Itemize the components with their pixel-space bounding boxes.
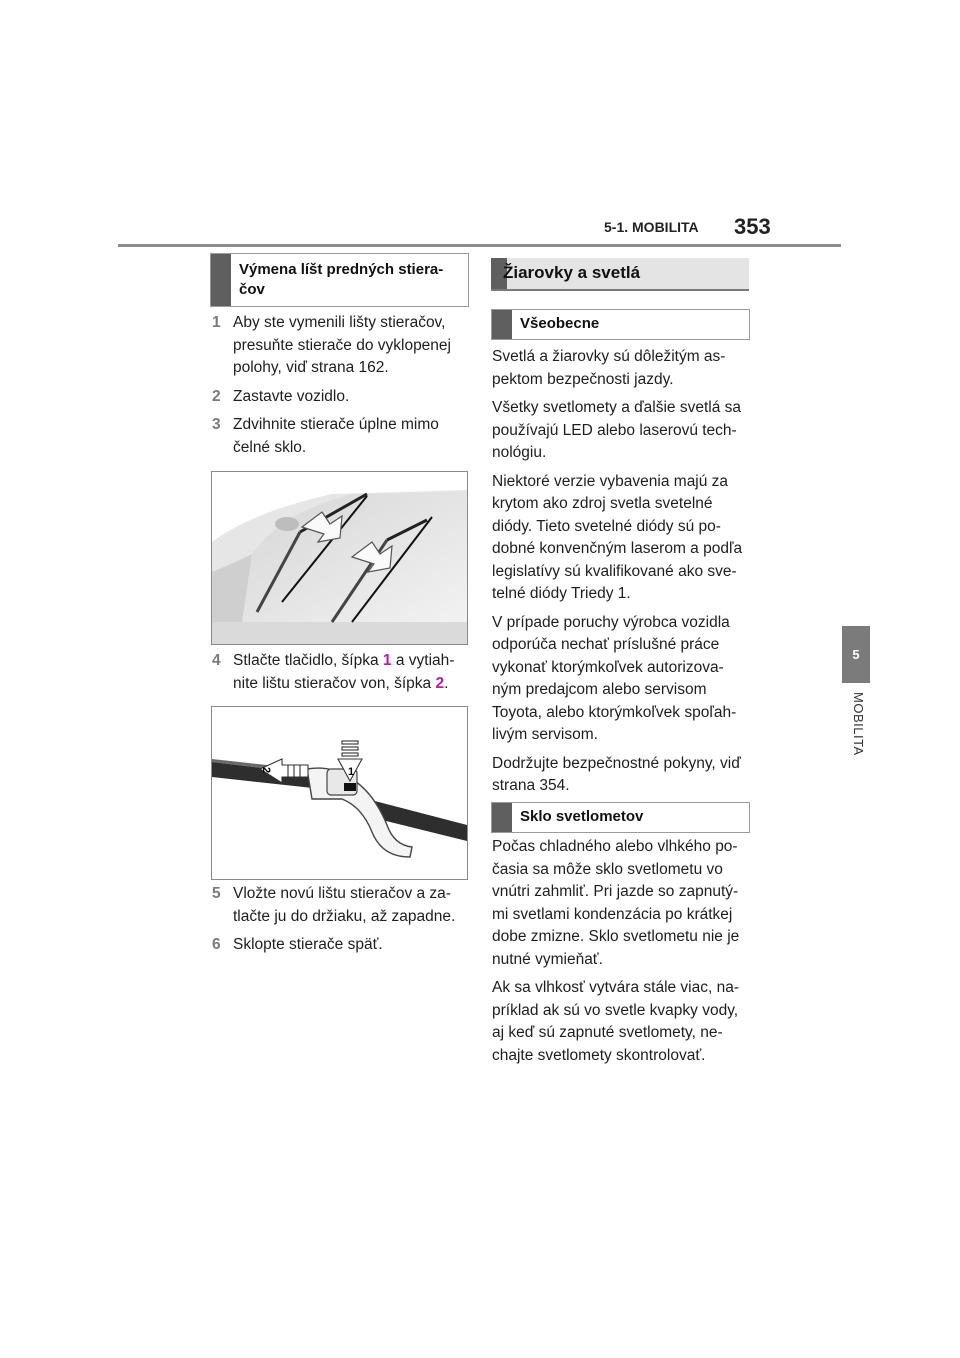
step-text: Aby ste vymenili lišty stieračov, presuňte stierače do vyklopenej polohy, viď strana 162.: [233, 314, 451, 376]
step-text: Stlačte tlačidlo, šípka: [233, 652, 383, 669]
wiper-windshield-illustration: [212, 472, 467, 644]
paragraph: Dodržujte bezpečnostné pokyny, viď strana 354.: [492, 754, 741, 794]
step-item: [212, 883, 468, 928]
step-number: 5: [212, 885, 221, 902]
figure-mark-1: 1: [348, 766, 355, 778]
paragraph: Všetky svetlomety a ďalšie svetlá sa používajú LED alebo laserovú tech-nológiu.: [492, 399, 742, 461]
chapter-tab: 5: [842, 626, 870, 683]
paragraph: Počas chladného alebo vlhkého po-časia sa môže sklo svetlometu vo vnútri zahmliť. Pri jazde so zapnutý-mi svetlami kondenzácia po krátkej dobe zmizne. Sklo svetlometu nie je nutné vymieňať.: [492, 838, 740, 968]
step-text: Zdvihnite stierače úplne mimo čelné sklo.: [233, 416, 439, 456]
chapter-label: MOBILITA: [851, 692, 866, 756]
step-number: 3: [212, 416, 221, 433]
page-number: 353: [734, 214, 771, 239]
arrow-1-marker: 1: [382, 652, 392, 669]
right-paragraphs-2: [492, 836, 750, 1073]
wiper-windshield-figure: [211, 471, 468, 645]
step-text: Zastavte vozidlo.: [233, 387, 350, 405]
paragraph: Svetlá a žiarovky sú dôležitým as-pektom bezpečnosti jazdy.: [492, 348, 726, 388]
paragraph: Niektoré verzie vybavenia majú za krytom ako zdroj svetla svetelné diódy. Tieto svetelné diódy sú po-dobné konvenčným laserom a podľa legislatívy sú kvalifikované ako sve-telné diódy Triedy 1.: [492, 472, 743, 602]
step-number: 4: [212, 652, 221, 669]
step-item: [212, 312, 468, 380]
right-paragraphs-1: [492, 346, 750, 804]
step-text: Vložte novú lištu stieračov a za-tlačte ju do držiaku, až zapadne.: [233, 885, 456, 925]
header-rule: [118, 244, 841, 247]
left-step-4: [212, 650, 468, 701]
section-header: 5-1. MOBILITA: [604, 219, 699, 235]
subheading-box-1: [491, 309, 750, 340]
left-heading-title: Výmena líšt predných stiera-čov: [239, 261, 444, 298]
step-item: [212, 386, 468, 409]
left-steps-bottom: [212, 883, 468, 963]
left-heading-box: [210, 253, 469, 307]
wiper-blade-release-figure: [211, 706, 468, 880]
subheading-box-2: [491, 802, 750, 833]
right-section-title: Žiarovky a svetlá: [503, 263, 641, 282]
left-steps-top: [212, 312, 468, 465]
arrow-2-marker: 2: [435, 674, 445, 692]
figure-mark-2: 2: [260, 767, 272, 774]
step-text: a vytiah-nite lištu stieračov von, šípka: [233, 652, 455, 692]
step-number: 6: [212, 936, 221, 953]
step-number: 2: [212, 387, 221, 405]
step-item: [212, 650, 468, 695]
step-text: .: [444, 674, 449, 692]
wiper-blade-release-illustration: [212, 707, 467, 879]
step-item: [212, 934, 468, 957]
paragraph: V prípade poruchy výrobca vozidla odporúča nechať príslušné práce vykonať ktorýmkoľvek autorizova-ným predajcom alebo servisom Toyota, alebo ktorýmkoľvek spoľah-livým servisom.: [492, 613, 737, 743]
paragraph: Ak sa vlhkosť vytvára stále viac, na-príklad ak sú vo svetle kvapky vody, aj keď sú zapnuté svetlomety, ne-chajte svetlomety skontrolovať.: [492, 979, 740, 1064]
step-item: [212, 414, 468, 459]
step-number: 1: [212, 314, 221, 331]
right-section-heading: [491, 258, 749, 291]
subheading-title-2: Sklo svetlometov: [520, 808, 644, 825]
subheading-title-1: Všeobecne: [520, 315, 600, 332]
step-text: Sklopte stierače späť.: [233, 936, 383, 953]
